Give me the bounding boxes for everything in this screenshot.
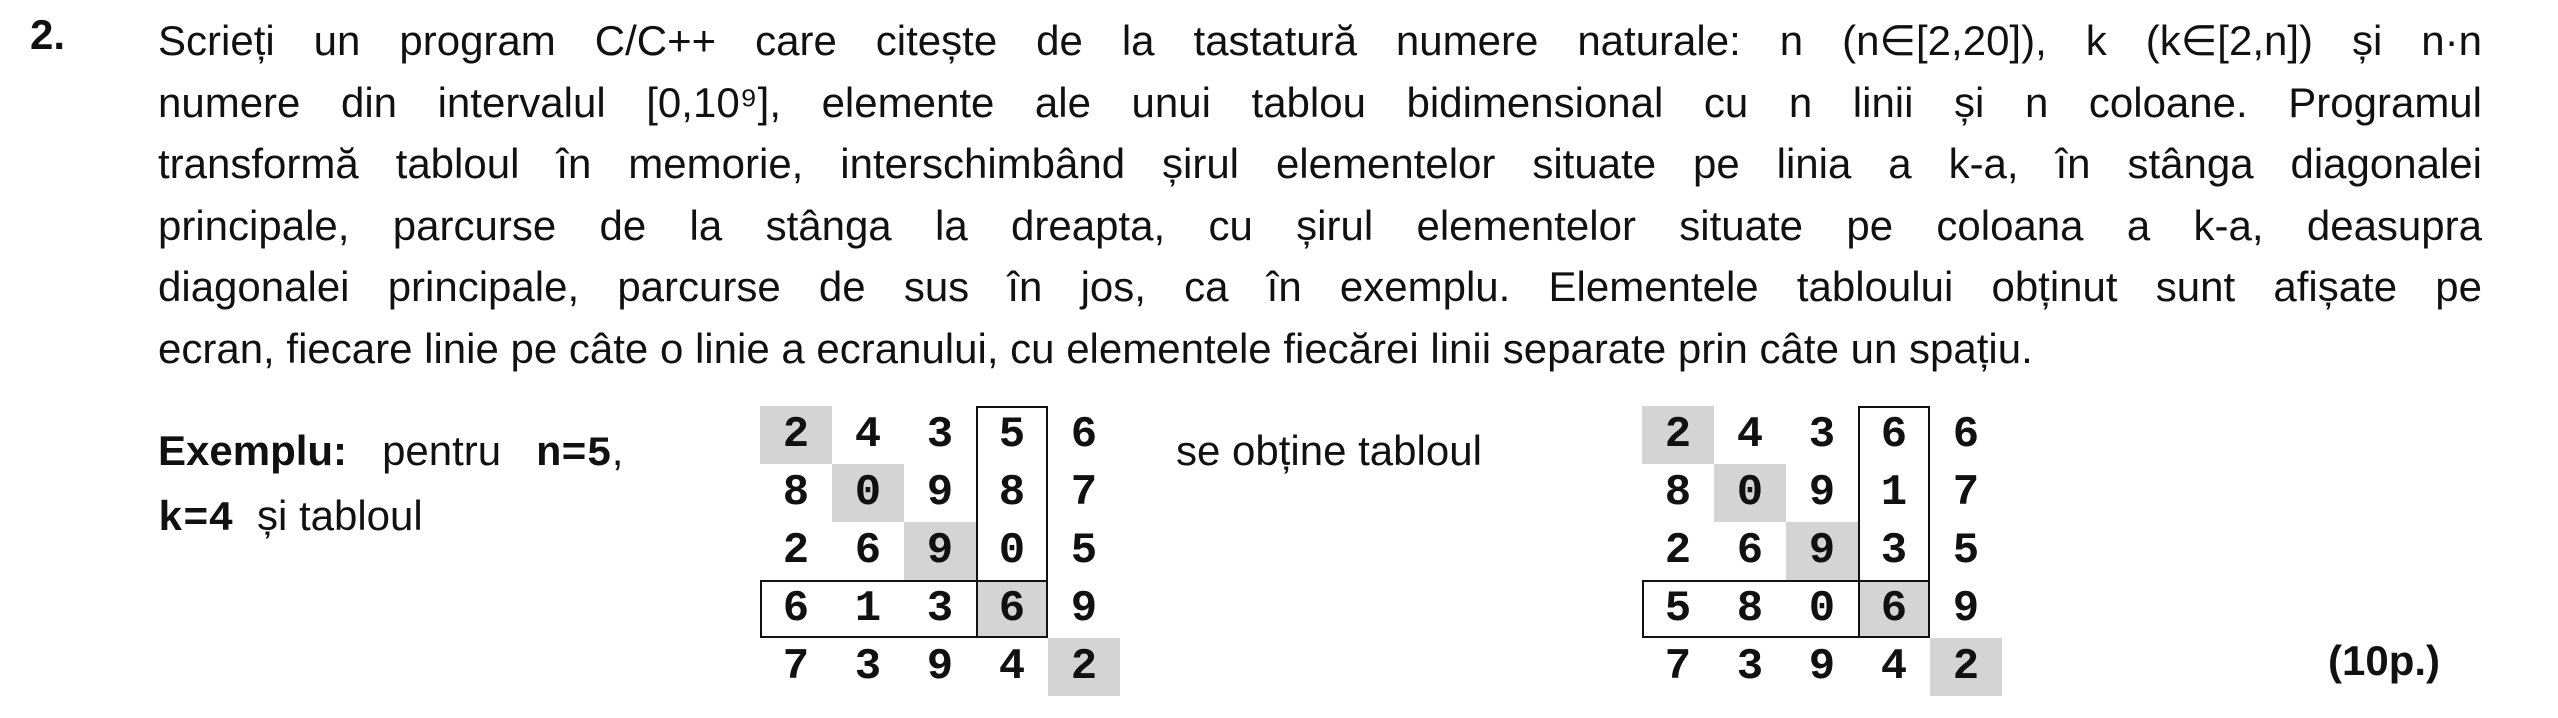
matrix-cell: 2 [1930,638,2002,696]
example-second-line [158,485,623,550]
matrix-cell: 9 [1808,642,1836,692]
matrix-cell: 4 [854,410,882,460]
matrix-cell: 6 [1858,580,1930,638]
matrix-cell: 0 [1808,584,1836,634]
matrix-cell: 6 [854,526,882,576]
input-matrix [760,406,1120,696]
example-comma: , [611,427,624,474]
matrix-cell: 8 [1664,468,1692,518]
problem-number: 2. [30,11,66,58]
result-label: se obține tabloul [1176,427,1482,474]
example-n-param: n=5 [536,430,612,478]
matrix-cell: 6 [1952,410,1980,460]
matrix-cell: 7 [1070,468,1098,518]
matrix-cell: 8 [782,468,810,518]
matrix-cell: 9 [1070,584,1098,634]
statement-line: diagonalei principale, parcurse de sus în jos, ca în exemplu. Elementele tabloului obținut sunt afișate pe [158,263,2482,310]
matrix-cell: 8 [998,468,1026,518]
problem-statement [158,10,2482,379]
matrix-cell: 4 [1880,642,1908,692]
matrix-cell: 3 [1808,410,1836,460]
matrix-cell: 9 [926,642,954,692]
matrix-cell: 9 [1952,584,1980,634]
statement-line: Scrieți un program C/C++ care citește de la tastatură numere naturale: n (n∈[2,20]), k (k∈[2,n]) și n·n [158,17,2482,64]
matrix-cell: 9 [1786,522,1858,580]
matrix-cell: 1 [854,584,882,634]
statement-line: numere din intervalul [0,10⁹], elemente ale unui tablou bidimensional cu n linii și n coloane. Programul [158,78,2482,126]
matrix-cell: 2 [1048,638,1120,696]
matrix-cell: 3 [854,642,882,692]
matrix-cell: 6 [1880,410,1908,460]
example-intro: pentru [382,427,502,474]
matrix-cell: 4 [1736,410,1764,460]
matrix-cell: 5 [998,410,1026,460]
matrix-cell: 2 [1664,526,1692,576]
points-label: (10p.) [2328,637,2441,684]
matrix-cell: 5 [1070,526,1098,576]
matrix-cell: 6 [1736,526,1764,576]
matrix-cell: 7 [782,642,810,692]
matrix-cell: 1 [1880,468,1908,518]
statement-line: transformă tabloul în memorie, interschimbând șirul elementelor situate pe linia a k-a, în stânga diagonalei [158,140,2482,187]
matrix-cell: 4 [998,642,1026,692]
matrix-cell: 6 [976,580,1048,638]
matrix-cell: 0 [832,464,904,522]
matrix-cell: 5 [1664,584,1692,634]
row-k-highlight [1642,580,1930,638]
matrix-cell: 6 [782,584,810,634]
matrix-cell: 9 [926,468,954,518]
matrix-cell: 3 [1736,642,1764,692]
example-and-table: și tabloul [256,492,423,539]
example-heading: Exemplu: [158,427,348,474]
matrix-cell: 3 [926,410,954,460]
matrix-cell: 2 [760,406,832,464]
example-first-line [158,420,623,485]
matrix-cell: 6 [1070,410,1098,460]
matrix-cell: 5 [1952,526,1980,576]
matrix-cell: 8 [1736,584,1764,634]
matrix-cell: 2 [1642,406,1714,464]
matrix-cell: 7 [1952,468,1980,518]
statement-line: ecran, fiecare linie pe câte o linie a ecranului, cu elementele fiecărei linii separate prin câte un spațiu. [158,324,2033,372]
matrix-cell: 7 [1664,642,1692,692]
matrix-cell: 3 [926,584,954,634]
matrix-cell: 9 [904,522,976,580]
matrix-cell: 9 [1808,468,1836,518]
example-label [158,420,623,550]
statement-line: principale, parcurse de la stânga la dreapta, cu șirul elementelor situate pe coloana a k-a, deasupra [158,201,2482,249]
example-k-param: k=4 [158,495,234,543]
matrix-cell: 0 [1714,464,1786,522]
output-matrix [1642,406,2002,696]
matrix-cell: 0 [998,526,1026,576]
row-k-highlight [760,580,1048,638]
matrix-cell: 2 [782,526,810,576]
matrix-cell: 3 [1880,526,1908,576]
